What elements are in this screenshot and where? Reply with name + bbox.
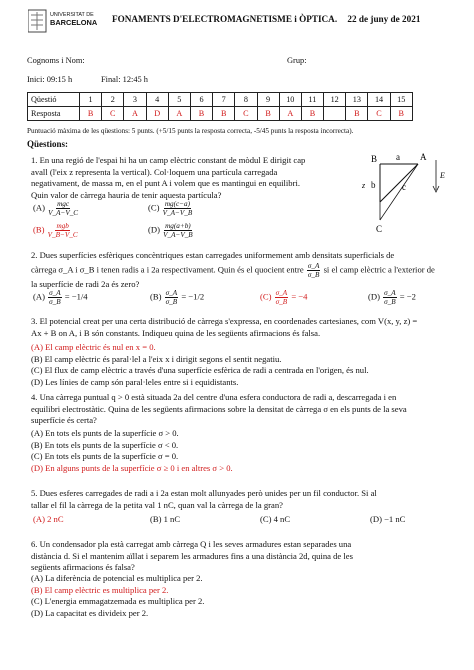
answer-cell: B xyxy=(257,107,279,121)
option-label: (B) xyxy=(150,291,162,302)
q1-line: avall (l'eix z representa la vertical). Col·loquem una partícula carregada xyxy=(31,166,278,177)
q1-option-d xyxy=(148,222,194,239)
option-label: (C) xyxy=(260,291,272,302)
option-label: (A) xyxy=(33,291,45,302)
fraction xyxy=(163,200,193,217)
answer-cell: C xyxy=(235,107,257,121)
fraction xyxy=(48,200,78,217)
q-num: 14 xyxy=(368,93,390,107)
answer-cell: A xyxy=(124,107,146,121)
answer-cell: B xyxy=(390,107,412,121)
q-num: 7 xyxy=(213,93,235,107)
question-row-label: Qüestió xyxy=(28,93,80,107)
label-E: E xyxy=(440,171,445,180)
option-label: (B) xyxy=(33,224,45,235)
q6-line: 6. Un condensador pla està carregat amb càrrega Q i les seves armadures estan separades una xyxy=(31,539,352,549)
question-1 xyxy=(31,155,305,201)
fraction xyxy=(275,289,289,306)
logo-line2: BARCELONA xyxy=(50,18,98,27)
q2-line2-end: si el camp elèctric a l'exterior de xyxy=(323,264,435,275)
q3-option-b: (B) El camp elèctric és paral·lel a l'eix x i dirigit segons el sentit negatiu. xyxy=(31,353,282,364)
label-a: a xyxy=(396,152,400,162)
answer-cell: B xyxy=(346,107,368,121)
denominator: σ_B xyxy=(275,298,288,306)
q-num: 15 xyxy=(390,93,412,107)
page-title xyxy=(112,14,420,24)
fraction xyxy=(48,222,78,239)
q4-option-a: (A) En tots els punts de la superfície σ > 0. xyxy=(31,428,179,438)
fraction xyxy=(48,289,62,306)
q-num: 10 xyxy=(279,93,301,107)
q6-option-c: (C) L'energia emmagatzemada es multiplica per 2. xyxy=(31,596,205,607)
q5-line: 5. Dues esferes carregades de radi a i 2a estan molt allunyades però unides per un fil conductor. Si al xyxy=(31,488,377,498)
q1-option-c xyxy=(148,200,193,217)
q6-option-b: (B) El camp elèctric es multiplica per 2. xyxy=(31,584,169,595)
answer-cell xyxy=(324,107,346,121)
fraction xyxy=(307,262,321,279)
q4-line: superfície és certa? xyxy=(31,415,97,426)
label-c: c xyxy=(402,182,406,192)
q5-option-c: (C) 4 nC xyxy=(260,514,291,524)
q-num: 13 xyxy=(346,93,368,107)
q-num: 9 xyxy=(257,93,279,107)
q-num: 12 xyxy=(324,93,346,107)
start-time: Inici: 09:15 h xyxy=(27,75,73,84)
option-value: = −1/4 xyxy=(64,291,88,302)
answer-cell: C xyxy=(368,107,390,121)
q4-line: 4. Una càrrega puntual q > 0 està situada 2a del centre d'una esfera conductora de radi a, descarregada i en xyxy=(31,392,397,402)
q6-option-d: (D) La capacitat es divideix per 2. xyxy=(31,607,149,618)
q-num: 11 xyxy=(301,93,323,107)
q2-line: 2. Dues superfícies esfèriques concèntriques estan carregades uniformement amb densitats superficials de xyxy=(31,250,395,260)
numerator: mgc xyxy=(57,200,70,208)
numerator: mg(a+b) xyxy=(165,222,191,230)
denominator: V_A−V_C xyxy=(48,209,79,217)
fraction xyxy=(383,289,397,306)
numerator: mgb xyxy=(56,222,69,230)
label-C: C xyxy=(376,224,383,234)
q1-line: 1. En una regió de l'espai hi ha un camp elèctric constant de mòdul E dirigit cap xyxy=(31,155,306,165)
numerator: σ_A xyxy=(384,289,396,297)
option-value: = −1/2 xyxy=(181,291,205,302)
label-B: B xyxy=(371,154,378,164)
q2-option-b xyxy=(150,289,204,306)
title-text: FONAMENTS D'ELECTROMAGNETISME i ÒPTICA. xyxy=(112,14,338,24)
q-num: 5 xyxy=(168,93,190,107)
q-num: 1 xyxy=(80,93,102,107)
logo-line1: UNIVERSITAT DE xyxy=(50,12,94,18)
question-5 xyxy=(31,488,377,511)
denominator: σ_B xyxy=(307,270,320,279)
option-label: (C) xyxy=(148,202,160,213)
q4-option-d: (D) En alguns punts de la superfície σ ≥ 0 i en altres σ > 0. xyxy=(31,462,233,473)
label-b: b xyxy=(371,180,376,190)
q3-line: Ax + B on A, i B són constants. Indiqueu quina de les següents afirmacions és falsa. xyxy=(31,327,321,338)
question-3 xyxy=(31,316,417,339)
q3-option-d: (D) Les línies de camp són paral·leles entre si i equidistants. xyxy=(31,376,239,387)
q1-triangle-figure xyxy=(360,150,450,246)
q-num: 6 xyxy=(190,93,212,107)
q3-line: 3. El potencial creat per una certa distribució de càrrega s'expressa, en coordenades cartesianes, com V(x, y, z) = xyxy=(31,316,418,326)
q1-line: negativament, de massa m, en el punt A i volem que es mantingui en equilibri. xyxy=(31,178,300,189)
q2-line2-text: càrrega σ_A i σ_B i tenen radis a i 2a respectivament. Quin és el quocient entre xyxy=(31,264,304,275)
option-label: (D) xyxy=(148,224,160,235)
answer-row-label: Resposta xyxy=(28,107,80,121)
numerator: σ_A xyxy=(307,261,320,270)
q4-line: equilibri electrostàtic. Quina de les següents afirmacions sobre la densitat de càrrega σ en els punts de la seva xyxy=(31,403,407,414)
numerator: mg(c−a) xyxy=(164,200,191,208)
q2-option-a xyxy=(33,289,88,306)
scoring-note: Puntuació màxima de les qüestions: 5 punts. (+5/15 punts la resposta correcta, -5/45 punts la resposta incorrecta). xyxy=(27,127,354,135)
q6-line: distància d. Si el mantenim aïllat i separem les armadures fins a una distància 2d, quina de les xyxy=(31,550,353,561)
numerator: σ_A xyxy=(275,289,288,297)
numerator: σ_A xyxy=(49,289,61,297)
q4-option-b: (B) En tots els punts de la superfície σ < 0. xyxy=(31,439,179,450)
option-label: (D) xyxy=(368,291,380,302)
denominator: σ_B xyxy=(165,298,178,306)
q5-option-d: (D) −1 nC xyxy=(370,514,406,524)
answer-cell: A xyxy=(279,107,301,121)
label-A: A xyxy=(420,152,427,162)
q-num: 2 xyxy=(102,93,124,107)
university-logo xyxy=(28,9,98,35)
denominator: V_A−V_B xyxy=(162,209,193,217)
end-time: Final: 12:45 h xyxy=(101,75,148,84)
q3-option-a: (A) El camp elèctric és nul en x = 0. xyxy=(31,342,156,352)
q4-options xyxy=(31,428,233,474)
q6-line: següents afirmacions és falsa? xyxy=(31,562,135,573)
option-value: = −4 xyxy=(291,291,308,302)
denominator: V_A−V_B xyxy=(163,231,193,239)
q-num: 8 xyxy=(235,93,257,107)
answer-cell: B xyxy=(213,107,235,121)
question-4 xyxy=(31,392,407,427)
q1-option-a xyxy=(33,200,79,217)
fraction xyxy=(165,289,179,306)
answer-cell: A xyxy=(168,107,190,121)
answer-cell: B xyxy=(301,107,323,121)
answer-cell: B xyxy=(80,107,102,121)
denominator: V_B−V_C xyxy=(47,231,78,239)
q1-line: Quin valor de càrrega hauria de tenir aquesta partícula? xyxy=(31,189,222,200)
questions-heading: Qüestions: xyxy=(27,139,69,149)
q-num: 3 xyxy=(124,93,146,107)
side-c xyxy=(380,164,418,202)
q2-line xyxy=(31,262,435,279)
question-6 xyxy=(31,539,353,574)
name-label: Cognoms i Nom: xyxy=(27,56,85,65)
q2-option-c xyxy=(260,289,307,306)
denominator: σ_B xyxy=(384,298,396,306)
answer-cell: C xyxy=(102,107,124,121)
q-num: 4 xyxy=(146,93,168,107)
question-2 xyxy=(31,250,435,290)
q5-option-a: (A) 2 nC xyxy=(33,514,64,524)
q3-options xyxy=(31,342,369,388)
q4-option-c: (C) En tots els punts de la superfície σ = 0. xyxy=(31,451,179,462)
group-label: Grup: xyxy=(287,56,307,65)
label-z: z xyxy=(362,181,366,190)
answer-cell: B xyxy=(190,107,212,121)
answer-table xyxy=(27,92,413,121)
q5-line: tallar el fil la càrrega de la petita val 1 nC, quan val la càrrega de la gran? xyxy=(31,499,283,510)
q6-option-a: (A) La diferència de potencial es multiplica per 2. xyxy=(31,573,203,583)
q1-option-b xyxy=(33,222,79,239)
fraction xyxy=(163,222,193,239)
answer-cell: D xyxy=(146,107,168,121)
denominator: σ_B xyxy=(49,298,61,306)
q3-option-c: (C) El flux de camp elèctric a través d'una superfície esfèrica de radi a centrada en l'origen, és nul. xyxy=(31,365,369,376)
q2-option-d xyxy=(368,289,416,306)
option-value: = −2 xyxy=(399,291,416,302)
q6-options xyxy=(31,573,204,619)
date-text: 22 de juny de 2021 xyxy=(347,14,421,24)
q5-option-b: (B) 1 nC xyxy=(150,514,181,524)
q2-line: la superfície de radi 2a és zero? xyxy=(31,278,140,289)
numerator: σ_A xyxy=(165,289,178,297)
option-label: (A) xyxy=(33,202,45,213)
line-ac xyxy=(380,164,418,220)
